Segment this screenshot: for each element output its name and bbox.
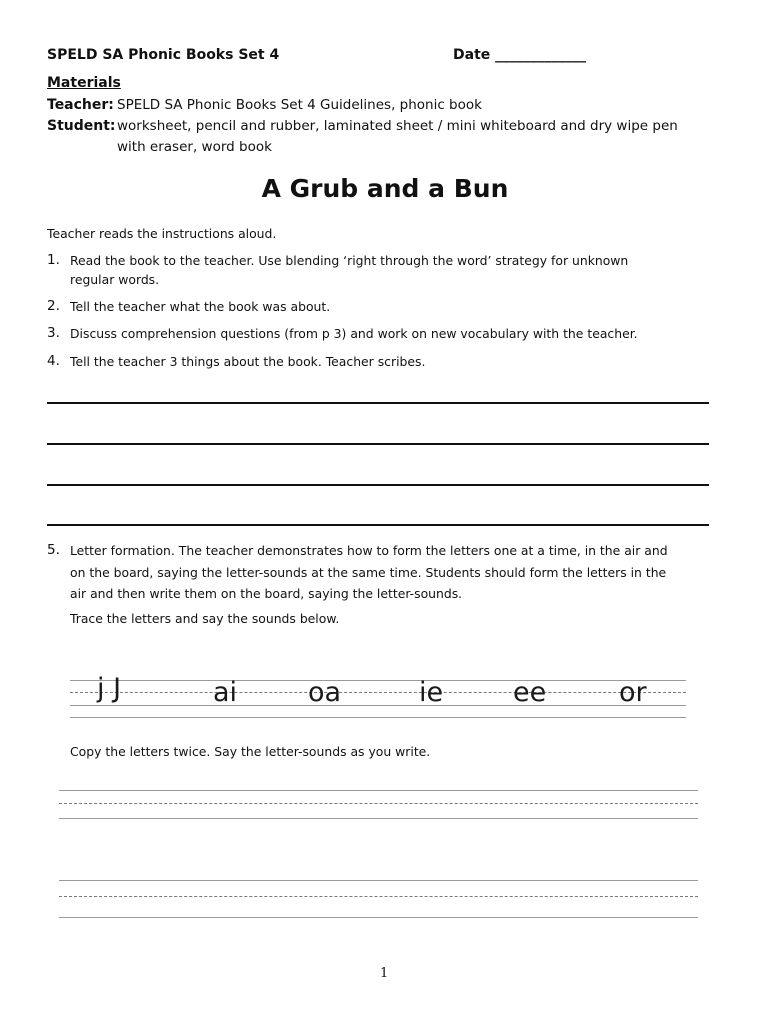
instruction-1-line1: Read the book to the teacher. Use blending ‘right through the word’ strategy for unknown	[70, 253, 629, 268]
letter-formation-line3: air and then write them on the board, saying the letter-sounds.	[70, 586, 463, 601]
handwriting-descender-line	[70, 717, 686, 718]
handwriting-mid-line	[70, 692, 686, 693]
practice-base-line[interactable]	[59, 917, 698, 918]
instruction-3: Discuss comprehension questions (from p 3) and work on new vocabulary with the teacher.	[70, 326, 638, 341]
copy-instruction: Copy the letters twice. Say the letter-sounds as you write.	[70, 744, 431, 759]
trace-instruction: Trace the letters and say the sounds below.	[70, 611, 340, 626]
trace-letter[interactable]: ie	[419, 677, 444, 708]
trace-letter[interactable]: ee	[513, 677, 547, 708]
date-field[interactable]: Date _____________	[453, 47, 587, 63]
writing-line[interactable]	[47, 484, 709, 486]
practice-mid-line[interactable]	[59, 896, 698, 897]
trace-letter[interactable]: or	[619, 677, 647, 708]
trace-letter[interactable]: j J	[97, 673, 122, 704]
instruction-4: Tell the teacher 3 things about the book. Teacher scribes.	[70, 354, 426, 369]
intro-text: Teacher reads the instructions aloud.	[47, 226, 277, 241]
letter-formation-line2: on the board, saying the letter-sounds at the same time. Students should form the letters in the	[70, 565, 667, 580]
student-materials-line2: with eraser, word book	[117, 139, 272, 155]
practice-mid-line[interactable]	[59, 803, 698, 804]
writing-line[interactable]	[47, 402, 709, 404]
instruction-1-line2: regular words.	[70, 272, 160, 287]
student-label: Student:	[47, 118, 116, 134]
instruction-number: 2.	[47, 298, 60, 314]
teacher-label: Teacher:	[47, 97, 114, 113]
teacher-materials: SPELD SA Phonic Books Set 4 Guidelines, phonic book	[117, 97, 482, 113]
book-series-title: SPELD SA Phonic Books Set 4	[47, 47, 280, 63]
trace-letter[interactable]: ai	[213, 677, 238, 708]
practice-top-line[interactable]	[59, 880, 698, 881]
instruction-number: 5.	[47, 542, 60, 558]
instruction-number: 4.	[47, 353, 60, 369]
instruction-2: Tell the teacher what the book was about.	[70, 299, 331, 314]
writing-line[interactable]	[47, 443, 709, 445]
letter-formation-line1: Letter formation. The teacher demonstrates how to form the letters one at a time, in the air and	[70, 543, 668, 558]
materials-heading: Materials	[47, 75, 121, 91]
page-title: A Grub and a Bun	[261, 174, 509, 203]
trace-letter[interactable]: oa	[308, 677, 342, 708]
student-materials-line1: worksheet, pencil and rubber, laminated sheet / mini whiteboard and dry wipe pen	[117, 118, 678, 134]
writing-line[interactable]	[47, 524, 709, 526]
page-number: 1	[380, 966, 389, 981]
instruction-number: 1.	[47, 252, 60, 268]
practice-base-line[interactable]	[59, 818, 698, 819]
handwriting-top-line	[70, 680, 686, 681]
handwriting-base-line	[70, 705, 686, 706]
practice-top-line[interactable]	[59, 790, 698, 791]
instruction-number: 3.	[47, 325, 60, 341]
